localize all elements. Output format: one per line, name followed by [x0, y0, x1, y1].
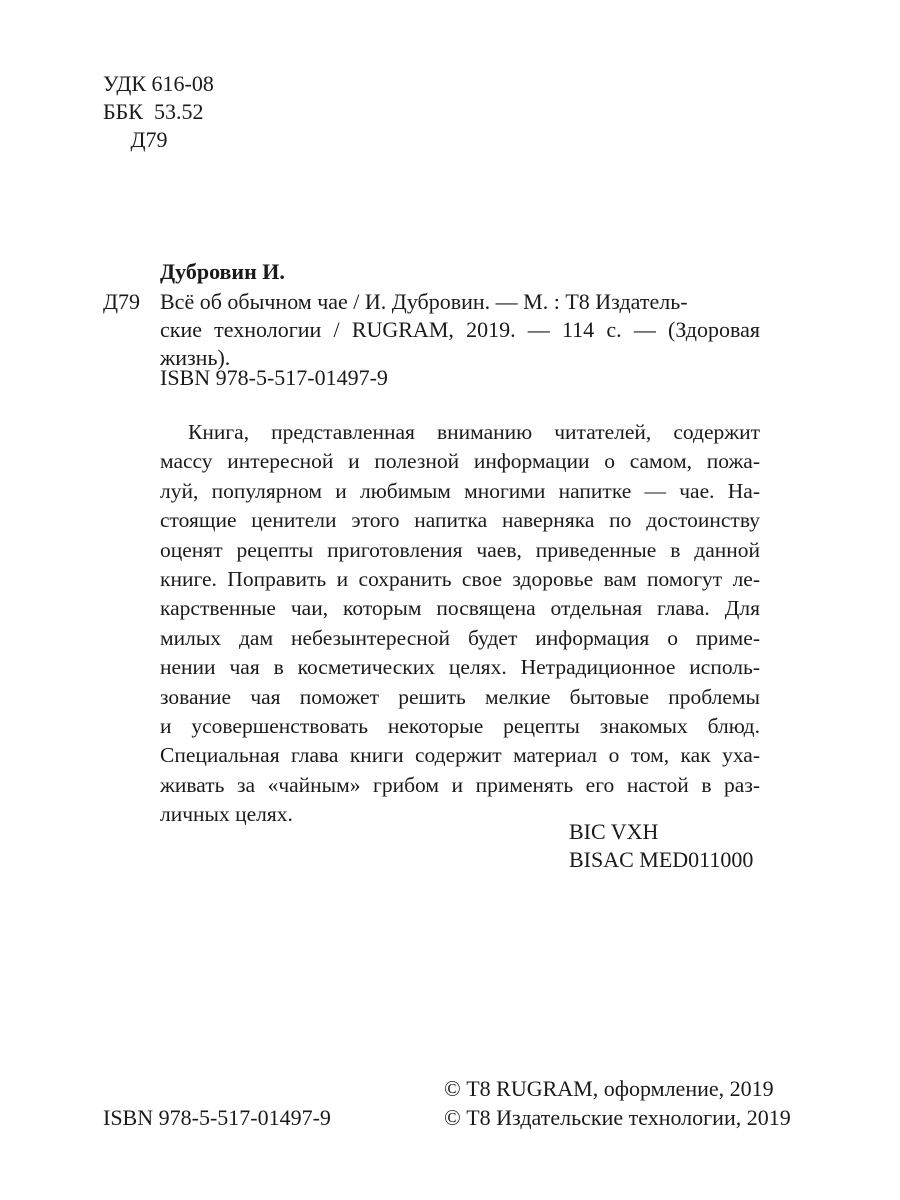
copyright-t8: © Т8 Издательские технологии, 2019 — [444, 1105, 791, 1130]
annotation-line: нении чая в косметических целях. Нетрадиционное исполь- — [160, 655, 760, 680]
udk-code: УДК 616-08 — [103, 71, 214, 96]
annotation-line: зование чая поможет решить мелкие бытовые проблемы — [160, 684, 760, 709]
bbk-code: ББК 53.52 — [103, 99, 204, 124]
copyright-rugram: © Т8 RUGRAM, оформление, 2019 — [444, 1076, 774, 1101]
author-mark: Д79 — [103, 289, 141, 314]
author-name: Дубровин И. — [160, 259, 285, 284]
biblio-line: ские технологии / RUGRAM, 2019. — 114 с. — (Здоровая жизнь). — [160, 317, 760, 370]
annotation-line: луй, популярном и любимым многими напитке — чае. На- — [160, 478, 760, 503]
annotation-line: карственные чаи, которым посвящена отдельная глава. Для — [160, 596, 760, 621]
annotation-line: книге. Поправить и сохранить свое здоровье вам помогут ле- — [160, 567, 760, 592]
annotation-line: оценят рецепты приготовления чаев, приведенные в данной — [160, 537, 760, 562]
annotation-line: живать за «чайным» грибом и применять его настой в раз- — [160, 772, 760, 797]
annotation-line: и усовершенствовать некоторые рецепты знакомых блюд. — [160, 714, 760, 739]
annotation-line: Специальная глава книги содержит материал о том, как уха- — [160, 743, 760, 768]
bisac-code: BISAC MED011000 — [569, 847, 754, 872]
biblio-line: Всё об обычном чае / И. Дубровин. — М. : Т8 Издатель- — [160, 289, 688, 314]
classification-block — [103, 70, 214, 154]
author-mark-code: Д79 — [103, 127, 168, 152]
annotation-line: Книга, представленная вниманию читателей, содержит — [188, 420, 760, 444]
annotation-line: массу интересной и полезной информации о самом, пожа- — [160, 449, 760, 474]
footer-isbn: ISBN 978-5-517-01497-9 — [103, 1105, 331, 1130]
annotation-line: личных целях. — [160, 802, 293, 827]
bibliographic-description — [160, 288, 760, 372]
annotation — [160, 418, 760, 830]
annotation-line: милых дам небезынтересной будет информация о приме- — [160, 625, 760, 650]
isbn: ISBN 978-5-517-01497-9 — [160, 365, 388, 390]
annotation-line: стоящие ценители этого напитка наверняка по достоинству — [160, 508, 760, 533]
bic-code: BIC VXH — [569, 819, 659, 844]
